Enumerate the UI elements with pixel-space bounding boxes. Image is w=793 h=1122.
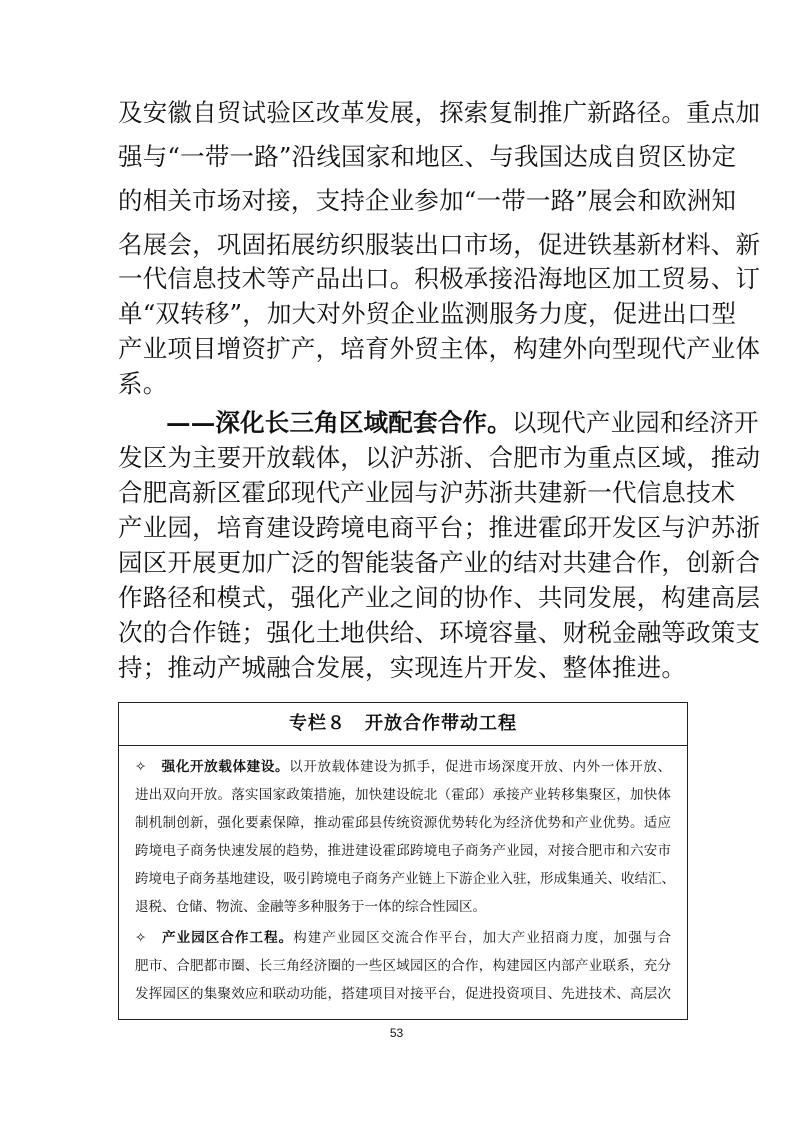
body-text-line: 持；推动产城融合发展，实现连片开发、整体推进。 <box>118 653 687 682</box>
section-heading: ——深化长三角区域配套合作。 <box>166 408 512 437</box>
body-text-line: 单“双转移”，加大对外贸企业监测服务力度，促进出口型 <box>118 299 737 328</box>
body-text-line: 园区开展更加广泛的智能装备产业的结对共建合作，创新合 <box>118 548 761 577</box>
box-text-line: 进出双向开放。落实国家政策措施，加快建设皖北（霍邱）承接产业转移集聚区，加快体 <box>135 787 671 803</box>
box-item-first-line <box>135 757 671 777</box>
body-text-line: 强与“一带一路”沿线国家和地区、与我国达成自贸区协定 <box>118 142 737 171</box>
box-text-line: 跨境电子商务快速发展的趋势，推进建设霍邱跨境电子商务产业园，对接合肥市和六安市 <box>135 843 671 859</box>
body-text-line: 及安徽自贸试验区改革发展，探索复制推广新路径。重点加 <box>118 98 761 127</box>
body-text-line: 作路径和模式，强化产业之间的协作、共同发展，构建高层 <box>118 583 761 612</box>
box-text-line: 肥市、合肥都市圈、长三角经济圈的一些区域园区的合作，构建园区内部产业联系，充分 <box>135 958 671 974</box>
item-heading: 产业园区合作工程。 <box>161 930 294 946</box>
paragraph-text: 以现代产业园和经济开 <box>511 408 759 437</box>
item-heading: 强化开放载体建设。 <box>161 759 290 775</box>
box-text-line: 制机制创新，强化要素保障，推动霍邱县传统资源优势转化为经济优势和产业优势。适应 <box>135 815 671 831</box>
body-text-line: 名展会，巩固拓展纺织服装出口市场，促进铁基新材料、新 <box>118 230 761 259</box>
item-text: 以开放载体建设为抓手，促进市场深度开放、内外一体开放、 <box>289 759 672 775</box>
body-text-line: 产业项目增资扩产，培育外贸主体，构建外向型现代产业体 <box>118 334 761 363</box>
box-text-line: 发挥园区的集聚效应和联动功能，搭建项目对接平台，促进投资项目、先进技术、高层次 <box>135 986 671 1002</box>
item-text: 构建产业园区交流合作平台，加大产业招商力度，加强与合 <box>293 930 672 946</box>
feature-box <box>118 702 688 1020</box>
body-text-line: 发区为主要开放载体，以沪苏浙、合肥市为重点区域，推动 <box>118 443 761 472</box>
box-text-line: 退税、仓储、物流、金融等多种服务于一体的综合性园区。 <box>135 899 486 915</box>
body-text-line: 次的合作链；强化土地供给、环境容量、财税金融等政策支 <box>118 618 761 647</box>
page-number: 53 <box>389 1026 404 1040</box>
box-text-line: 跨境电子商务基地建设，吸引跨境电子商务产业链上下游企业入驻，形成集通关、收结汇、 <box>135 871 675 887</box>
body-text-line: 系。 <box>118 369 168 398</box>
body-text-line: 合肥高新区霍邱现代产业园与沪苏浙共建新一代信息技术 <box>118 478 736 507</box>
diamond-bullet-icon: ✧ <box>135 759 147 775</box>
box-item-first-line <box>135 928 671 948</box>
body-text-line: 一代信息技术等产品出口。积极承接沿海地区加工贸易、订 <box>118 264 761 293</box>
paragraph-first-line <box>166 408 759 438</box>
box-title: 专栏８ 开放合作带动工程 <box>119 703 687 746</box>
diamond-bullet-icon: ✧ <box>135 930 147 946</box>
body-text-line: 产业园，培育建设跨境电商平台；推进霍邱开发区与沪苏浙 <box>118 513 761 542</box>
body-text-line: 的相关市场对接，支持企业参加“一带一路”展会和欧洲知 <box>118 186 737 215</box>
